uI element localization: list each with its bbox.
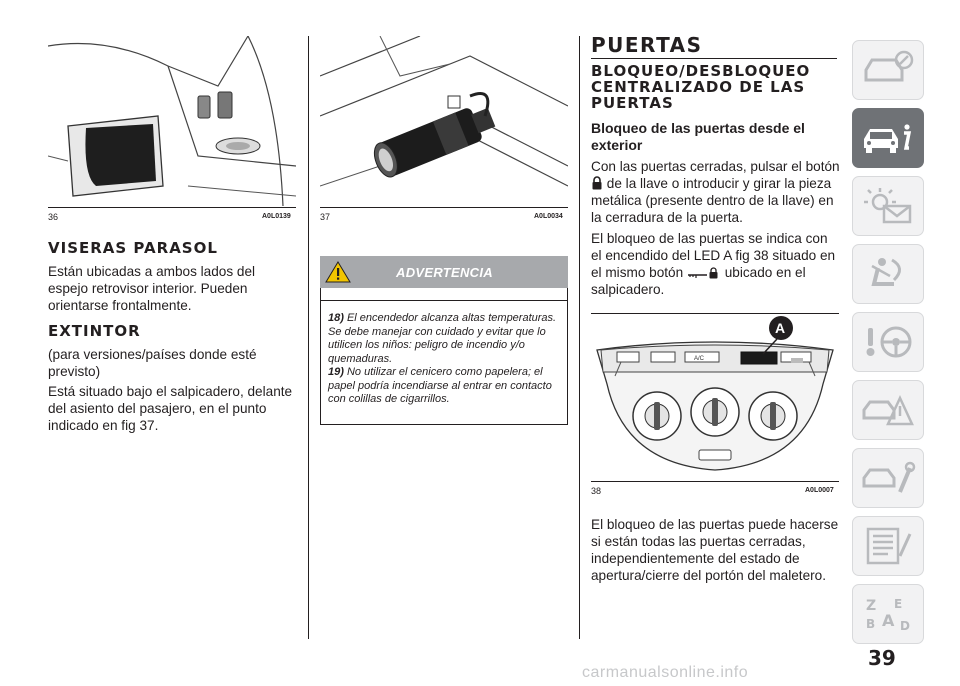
sunvisor-heading: VISERAS PARASOL — [48, 239, 218, 257]
locking-text-2a: El bloqueo de las puertas se indica con el encendido del LED A fig 38 situado en el mismo botón — [591, 231, 836, 280]
doors-heading: PUERTAS — [591, 33, 703, 57]
car-info-icon — [860, 118, 916, 158]
tab-maintenance[interactable] — [852, 448, 924, 508]
svg-text:Z: Z — [866, 598, 877, 614]
alphabet-index-icon — [860, 594, 916, 634]
figure-number: 38 — [591, 486, 602, 496]
svg-text:E: E — [894, 597, 903, 611]
road-warning-icon — [860, 390, 916, 430]
central-locking-heading-line-1: BLOQUEO/DESBLOQUEO — [591, 62, 811, 80]
tab-index[interactable] — [852, 584, 924, 644]
callout-A: A — [775, 320, 786, 336]
warning-19-text: No utilizar el cenicero como papelera; el papel podría incendiarse al entrar en contacto con colillas de cigarrillos. — [328, 366, 552, 405]
tab-car-info[interactable] — [852, 108, 924, 168]
svg-text:D: D — [900, 619, 910, 633]
tab-technical-data[interactable] — [852, 516, 924, 576]
figure-38-center-console — [591, 314, 839, 480]
warning-box — [320, 288, 568, 425]
locking-text-2 — [591, 230, 841, 298]
figure-code: A0L0139 — [262, 213, 291, 220]
central-locking-heading — [591, 63, 841, 111]
locking-text-1a: Con las puertas cerradas, pulsar el botón — [591, 159, 840, 174]
warning-lights-icon — [860, 186, 916, 226]
locking-text-2b: ubicado en el salpicadero. — [591, 265, 806, 297]
locking-text-3: El bloqueo de las puertas puede hacerse si están todas las puertas cerradas, independientemente del estado de apertura/cierre del portón del maletero. — [591, 517, 839, 583]
column-3 — [591, 34, 841, 298]
exterior-locking-heading: Bloqueo de las puertas desde el exterior — [591, 120, 805, 153]
figure-36-dashboard-glovebox — [48, 36, 296, 206]
tab-safety[interactable] — [852, 244, 924, 304]
seat-airbag-icon — [860, 254, 916, 294]
warning-triangle-icon — [325, 261, 351, 283]
tab-warning-lights[interactable] — [852, 176, 924, 236]
central-lock-button-icon — [687, 267, 721, 279]
ac-label: A/C — [694, 356, 705, 362]
figure-number: 36 — [48, 212, 59, 222]
figure-37-extinguisher — [320, 36, 568, 206]
warning-19-number: 19) — [328, 366, 344, 378]
tab-emergency[interactable] — [852, 380, 924, 440]
page-number: 39 — [868, 646, 896, 670]
warning-18-text: El encendedor alcanza altas temperaturas. Se debe manejar con cuidado y evitar que lo utilicen los niños: peligro de incendio y/o quemaduras. — [328, 312, 557, 365]
heading-rule — [591, 58, 837, 59]
warning-18-number: 18) — [328, 312, 344, 324]
lock-icon — [591, 176, 603, 190]
warning-banner — [320, 256, 568, 288]
warning-18 — [328, 312, 560, 366]
locking-text-1b: de la llave o introducir y girar la pieza metálica (presente dentro de la llave) en la cerradura de la puerta. — [591, 176, 834, 225]
tab-driving[interactable] — [852, 312, 924, 372]
specifications-list-icon — [860, 526, 916, 566]
tab-dashboard[interactable] — [852, 40, 924, 100]
sunvisor-text: Están ubicadas a ambos lados del espejo retrovisor interior. Pueden orientarse frontalmente. — [48, 264, 256, 313]
warning-title: ADVERTENCIA — [396, 265, 493, 280]
column-divider — [579, 36, 580, 639]
svg-text:A: A — [882, 611, 895, 630]
watermark: carmanualsonline.info — [582, 664, 749, 681]
car-dashboard-icon — [860, 50, 916, 90]
figure-number: 37 — [320, 212, 331, 222]
central-locking-heading-line-3: PUERTAS — [591, 94, 674, 112]
figure-code: A0L0034 — [534, 213, 563, 220]
column-1 — [48, 240, 298, 434]
column-divider — [308, 36, 309, 639]
extinguisher-text-2: Está situado bajo el salpicadero, delante del asiento del pasajero, en el punto indicado en fig 37. — [48, 384, 293, 433]
svg-text:B: B — [866, 617, 876, 631]
car-tools-icon — [860, 458, 916, 498]
locking-text-1 — [591, 158, 841, 226]
extinguisher-heading: EXTINTOR — [48, 322, 141, 340]
extinguisher-text-1: (para versiones/países donde esté previsto) — [48, 347, 257, 379]
warning-19 — [328, 366, 560, 407]
figure-code: A0L0007 — [805, 487, 834, 494]
central-locking-heading-line-2: CENTRALIZADO DE LAS — [591, 78, 806, 96]
steering-wheel-icon — [860, 322, 916, 362]
